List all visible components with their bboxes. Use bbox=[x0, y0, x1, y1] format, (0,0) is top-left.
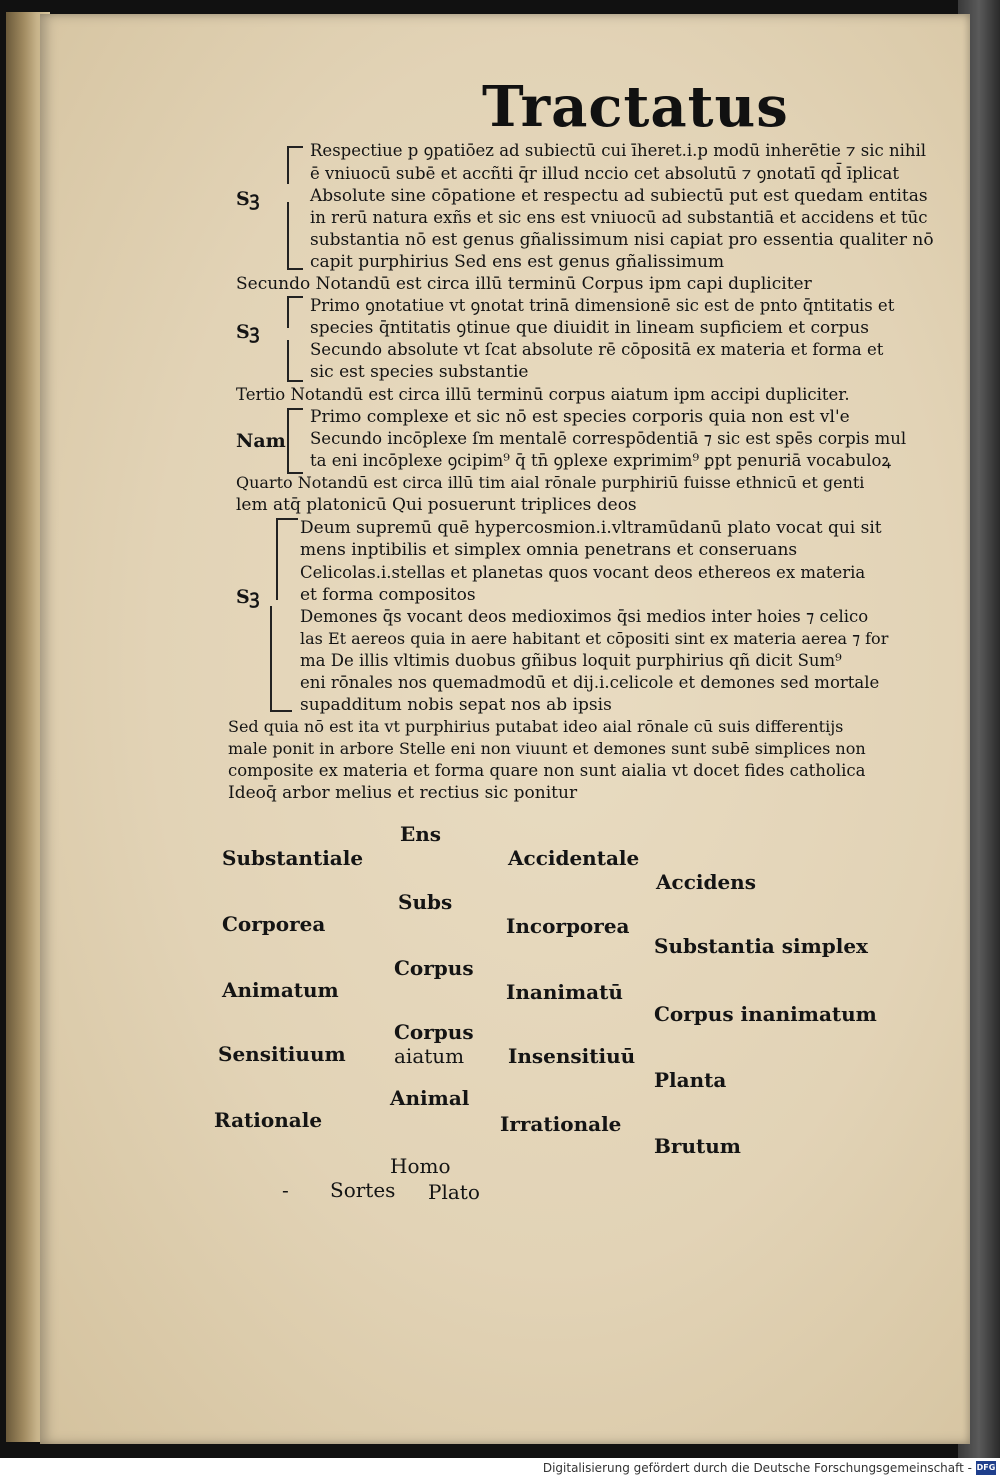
tree-node: Corporea bbox=[222, 912, 326, 936]
tree-node: Corpus bbox=[394, 956, 474, 980]
margin-word: Sꝫ bbox=[236, 321, 260, 343]
dfg-logo: DFG bbox=[976, 1461, 996, 1475]
tree-node: Corpus bbox=[394, 1020, 474, 1044]
text-line: substantia nō est genus gñalissimum nisi capiat pro essentia qualiter nō bbox=[310, 230, 934, 250]
text-line: Tertio Notandū est circa illū terminū corpus aiatum ipm accipi dupliciter. bbox=[236, 385, 850, 404]
text-line: Secundo absolute vt ſcat absolute rē cōpositā ex materia et forma et bbox=[310, 340, 884, 359]
tree-node: - bbox=[282, 1178, 289, 1202]
text-line: ma De illis vltimis duobus gñibus loquit purphirius qñ dicit Sum⁹ bbox=[300, 651, 842, 670]
tree-node: Sensitiuum bbox=[218, 1042, 346, 1066]
text-line: Celicolas.i.stellas et planetas quos vocant deos ethereos ex materia bbox=[300, 563, 866, 582]
tree-node: Planta bbox=[654, 1068, 727, 1092]
text-line: male ponit in arbore Stelle eni non viuunt et demones sunt subē simplices non bbox=[228, 739, 866, 758]
margin-word: Sꝫ bbox=[236, 188, 260, 210]
tree-node: Substantia simplex bbox=[654, 934, 868, 958]
bracket bbox=[270, 606, 292, 712]
text-line: Absolute sine cōpatione et respectu ad subiectū put est quedam entitas bbox=[310, 186, 928, 206]
tree-node: Animal bbox=[390, 1086, 470, 1110]
text-line: species q̄ntitatis ꝯtinue que diuidit in lineam supficiem et corpus bbox=[310, 318, 869, 338]
text-line: eni rōnales nos quemadmodū et dij.i.celicole et demones sed mortale bbox=[300, 673, 880, 692]
tree-node: Ens bbox=[400, 822, 442, 846]
text-line: Deum supremū quē hypercosmion.i.vltramūdanū plato vocat qui sit bbox=[300, 518, 882, 538]
text-line: Secundo incōplexe ſm mentalē correspōdentiā ⁊ sic est spēs corpis mul bbox=[310, 429, 907, 448]
text-line: Secundo Notandū est circa illū terminū Corpus ipm capi dupliciter bbox=[236, 274, 812, 294]
text-line: Primo ꝯnotatiue vt ꝯnotat trinā dimensionē sic est de pnto q̄ntitatis et bbox=[310, 296, 895, 315]
text-line: Quarto Notandū est circa illū tim aial rōnale purphiriū fuisse ethnicū et genti bbox=[236, 473, 865, 492]
tree-node: Accidens bbox=[656, 870, 756, 894]
margin-word: Nam bbox=[236, 430, 286, 452]
tree-node: Homo bbox=[390, 1154, 451, 1178]
margin-word: Sꝫ bbox=[236, 586, 260, 608]
tree-node: Plato bbox=[428, 1180, 480, 1204]
text-line: lem atq̄ platonicū Qui posuerunt triplices deos bbox=[236, 495, 637, 515]
text-line: composite ex materia et forma quare non sunt aialia vt docet fides catholica bbox=[228, 761, 866, 780]
text-line: ē vniuocū subē et accñti q̄r illud nccio cet absolutū ⁊ ꝯnotatī qd̄ īplicat bbox=[310, 164, 899, 183]
bracket bbox=[287, 296, 303, 328]
tree-node: Brutum bbox=[654, 1134, 741, 1158]
text-line: capit purphirius Sed ens est genus gñalissimum bbox=[310, 252, 725, 272]
tree-node: Insensitiuū bbox=[508, 1044, 636, 1068]
footer-bar bbox=[0, 1458, 1000, 1480]
bracket bbox=[276, 518, 298, 600]
text-line: sic est species substantie bbox=[310, 362, 529, 382]
tree-node: Irrationale bbox=[500, 1112, 622, 1136]
text-line: Demones q̄s vocant deos medioximos q̄si medios inter hoies ⁊ celico bbox=[300, 607, 869, 626]
bracket bbox=[287, 340, 303, 382]
tree-node: Corpus inanimatum bbox=[654, 1002, 877, 1026]
text-line: Respectiue p ꝯpatiōez ad subiectū cui īheret.i.p modū inherētie ⁊ sic nihil bbox=[310, 141, 927, 160]
text-line: Sed quia nō est ita vt purphirius putabat ideo aial rōnale cū suis differentijs bbox=[228, 717, 844, 736]
tree-node: Sortes bbox=[330, 1178, 396, 1202]
page-title: Tractatus bbox=[482, 74, 789, 140]
tree-node: aiatum bbox=[394, 1044, 465, 1068]
funding-credit: Digitalisierung gefördert durch die Deutsche Forschungsgemeinschaft - bbox=[542, 1461, 972, 1475]
bracket bbox=[287, 202, 303, 270]
tree-node: Rationale bbox=[214, 1108, 323, 1132]
text-line: Ideoq̄ arbor melius et rectius sic ponitur bbox=[228, 783, 578, 803]
tree-node: Accidentale bbox=[508, 846, 640, 870]
text-line: ta eni incōplexe ꝯcipim⁹ q̄ tn̄ ꝯplexe exprimim⁹ ꝑpt penuriā vocabuloꝝ bbox=[310, 451, 891, 470]
text-line: supadditum nobis sepat nos ab ipsis bbox=[300, 695, 612, 715]
text-line: et forma compositos bbox=[300, 585, 476, 605]
text-line: in rerū natura exñs et sic ens est vniuocū ad substantiā et accidens et tūc bbox=[310, 208, 928, 227]
text-line: Primo complexe et sic nō est species corporis quia non est vl'e bbox=[310, 407, 850, 427]
tree-node: Animatum bbox=[222, 978, 339, 1002]
text-line: las Et aereos quia in aere habitant et cōpositi sint ex materia aerea ⁊ for bbox=[300, 629, 889, 648]
tree-node: Substantiale bbox=[222, 846, 364, 870]
tree-node: Inanimatū bbox=[506, 980, 623, 1004]
text-line: mens inptibilis et simplex omnia penetrans et conseruans bbox=[300, 540, 798, 560]
bracket bbox=[287, 408, 303, 474]
tree-node: Subs bbox=[398, 890, 453, 914]
tree-node: Incorporea bbox=[506, 914, 630, 938]
bracket bbox=[287, 146, 303, 184]
